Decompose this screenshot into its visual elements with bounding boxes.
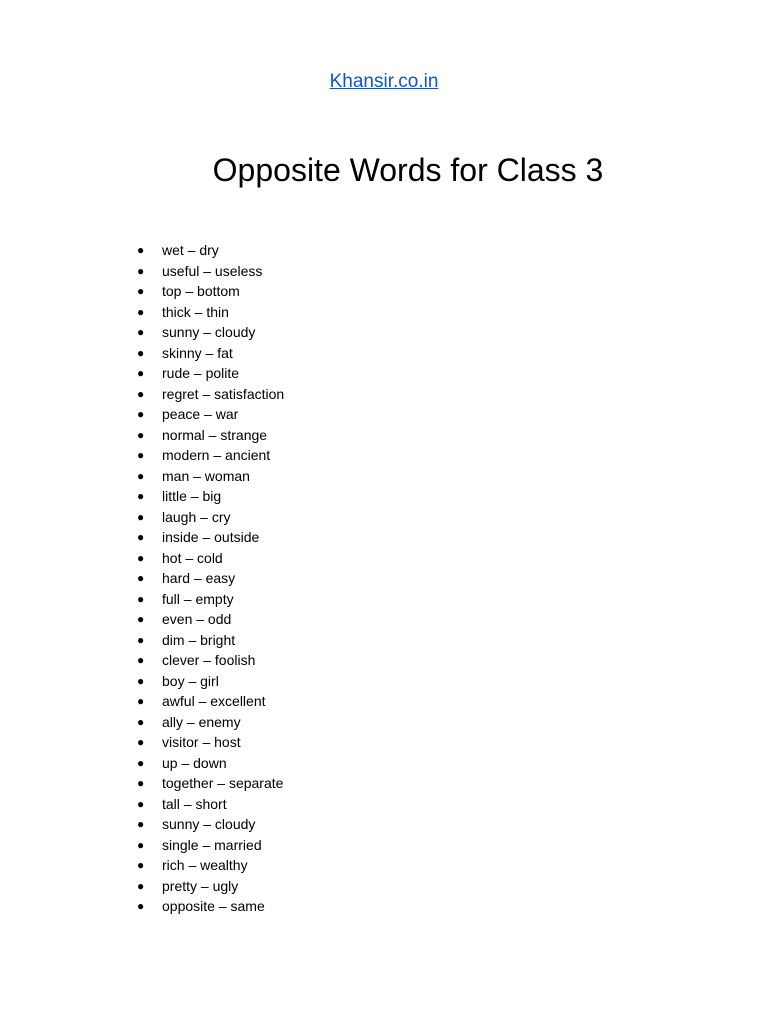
bullet-icon: ● [137,571,145,585]
list-item [137,712,284,733]
bullet-icon: ● [137,755,145,770]
bullet-icon: ● [137,386,145,401]
list-item [137,630,284,651]
bullet-icon: ● [137,735,145,749]
bullet-icon: ● [137,858,145,872]
list-item-text: up – down [162,754,227,771]
list-item-text: ally – enemy [162,713,241,730]
list-item-text: full – empty [162,590,234,607]
list-item [137,896,284,917]
list-item-text: dim – bright [162,631,236,648]
list-item [137,425,284,446]
list-item-text: top – bottom [162,283,240,299]
bullet-icon: ● [137,263,145,278]
list-item [137,240,284,261]
list-item [137,384,284,405]
list-item [137,650,284,671]
bullet-icon: ● [137,714,145,729]
list-item [137,732,284,753]
list-item [137,548,284,569]
list-item [137,466,284,487]
bullet-icon: ● [137,407,145,421]
list-item-text: laugh – cry [162,508,231,525]
bullet-icon: ● [137,612,145,626]
list-item-text: useful – useless [162,262,263,279]
list-item [137,794,284,815]
bullet-icon: ● [137,632,145,647]
list-item-text: inside – outside [162,529,260,545]
list-item-text: single – married [162,836,262,853]
list-item [137,486,284,507]
list-item-text: thick – thin [162,303,229,320]
list-item-text: clever – foolish [162,652,256,668]
list-item-text: boy – girl [162,672,219,689]
list-item-text: rich – wealthy [162,857,248,873]
list-item [137,691,284,712]
list-item [137,855,284,876]
list-item-text: hard – easy [162,570,236,586]
list-item-text: normal – strange [162,426,268,443]
bullet-icon: ● [137,694,145,708]
bullet-icon: ● [137,448,145,462]
bullet-icon: ● [137,345,145,360]
list-item-text: awful – excellent [162,693,266,709]
list-item [137,568,284,589]
list-item [137,322,284,343]
bullet-icon: ● [137,284,145,298]
list-item-text: rude – polite [162,365,240,381]
list-item-text: hot – cold [162,549,223,566]
list-item [137,671,284,692]
list-item-text: modern – ancient [162,447,271,463]
list-item-text: regret – satisfaction [162,385,285,402]
bullet-icon: ● [137,878,145,893]
bullet-icon: ● [137,550,145,565]
site-link-container [0,70,768,94]
list-item [137,589,284,610]
list-item-text: little – big [162,488,222,504]
list-item [137,404,284,425]
bullet-icon: ● [137,325,145,339]
bullet-icon: ● [137,776,145,790]
bullet-icon: ● [137,468,145,483]
list-item-text: skinny – fat [162,344,233,361]
list-item [137,814,284,835]
site-link[interactable]: Khansir.co.in [329,71,439,92]
bullet-icon: ● [137,673,145,688]
list-item [137,281,284,302]
bullet-icon: ● [137,509,145,524]
bullet-icon: ● [137,304,145,319]
bullet-icon: ● [137,899,145,913]
list-item [137,527,284,548]
list-item-text: sunny – cloudy [162,324,256,340]
bullet-icon: ● [137,817,145,831]
list-item [137,363,284,384]
list-item [137,773,284,794]
list-item [137,445,284,466]
list-item [137,343,284,364]
list-item-text: even – odd [162,611,232,627]
list-item-text: pretty – ugly [162,877,239,894]
list-item-text: man – woman [162,467,250,484]
list-item [137,261,284,282]
list-item [137,302,284,323]
list-item-text: together – separate [162,775,284,791]
opposite-words-list [137,240,284,917]
list-item-text: peace – war [162,406,239,422]
bullet-icon: ● [137,366,145,380]
bullet-icon: ● [137,796,145,811]
bullet-icon: ● [137,489,145,503]
list-item [137,609,284,630]
list-item-text: wet – dry [162,242,219,258]
bullet-icon: ● [137,653,145,667]
bullet-icon: ● [137,591,145,606]
list-item-text: tall – short [162,795,227,812]
list-item-text: visitor – host [162,734,241,750]
list-item-text: opposite – same [162,898,265,914]
list-item [137,876,284,897]
list-item-text: sunny – cloudy [162,816,256,832]
list-item [137,507,284,528]
bullet-icon: ● [137,243,145,257]
bullet-icon: ● [137,837,145,852]
bullet-icon: ● [137,530,145,544]
list-item [137,753,284,774]
list-item [137,835,284,856]
page-title: Opposite Words for Class 3 [212,152,604,188]
bullet-icon: ● [137,427,145,442]
